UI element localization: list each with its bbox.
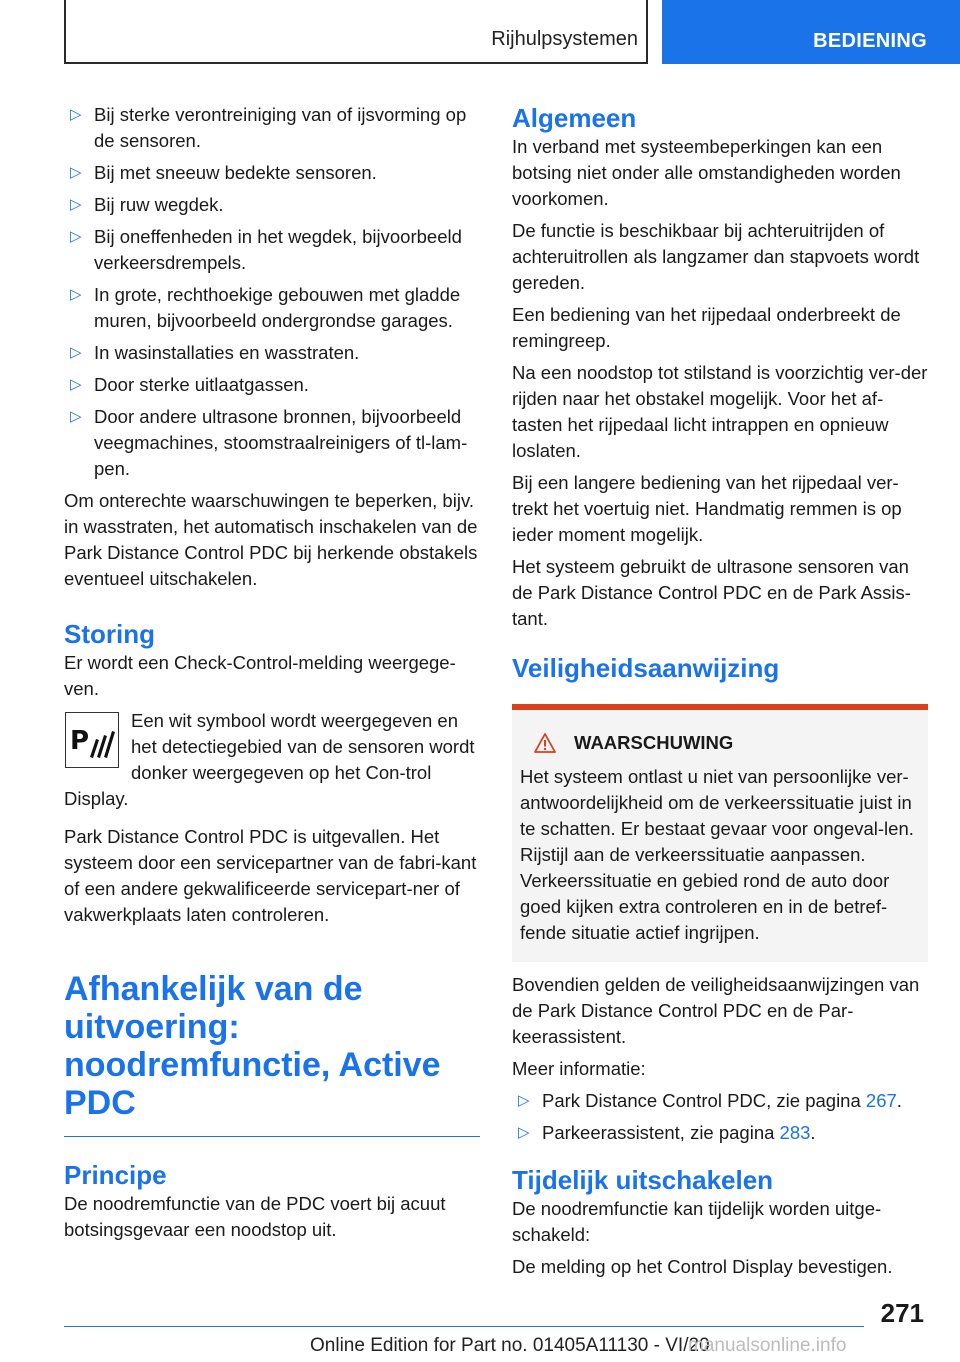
page-link-267[interactable]: 267	[865, 1090, 897, 1111]
header-chapter-tab	[662, 0, 960, 64]
page-number: 271	[880, 1298, 924, 1328]
condition-list	[64, 102, 480, 482]
pdc-warning-symbol-icon	[65, 712, 119, 768]
paragraph: De noodremfunctie kan tijdelijk worden uitge-schakeld:	[512, 1198, 882, 1245]
warning-box	[512, 710, 928, 962]
reference-list	[512, 1088, 928, 1146]
list-item: ▷ Bij oneffenheden in het wegdek, bijvoorbeeld verkeersdrempels.	[70, 226, 462, 273]
list-item: ▷ Door andere ultrasone bronnen, bijvoorbeeld veegmachines, stoomstraalreinigers of tl-lam-pen.	[70, 406, 468, 479]
svg-text:P: P	[70, 726, 90, 756]
triangle-bullet-icon: ▷	[518, 1124, 530, 1141]
storing-heading: Storing	[64, 619, 155, 649]
paragraph: De functie is beschikbaar bij achteruitrijden of achteruitrollen als langzamer dan stapvoets wordt gereden.	[512, 220, 920, 293]
heading-divider	[64, 1136, 480, 1137]
list-item: ▷ Bij met sneeuw bedekte sensoren.	[64, 160, 480, 186]
triangle-bullet-icon: ▷	[70, 408, 82, 425]
footer-edition: Online Edition for Part no. 01405A11130 - VI/20	[310, 1335, 710, 1356]
principe-heading: Principe	[64, 1160, 167, 1190]
list-item: ▷ Park Distance Control PDC, zie pagina 267.	[512, 1088, 928, 1114]
page-link-283[interactable]: 283	[779, 1122, 811, 1143]
tijdelijk-heading: Tijdelijk uitschakelen	[512, 1165, 774, 1195]
paragraph: In verband met systeembeperkingen kan een botsing niet onder alle omstandigheden worden voorkomen.	[512, 136, 901, 209]
paragraph: Na een noodstop tot stilstand is voorzichtig ver-der rijden naar het obstakel mogelijk. Voor het af-tasten het rijpedaal licht intrappen en opnieuw loslaten.	[512, 362, 928, 461]
header-section-title: Rijhulpsystemen	[491, 28, 638, 50]
paragraph: Park Distance Control PDC is uitgevallen. Het systeem door een servicepartner van de fabri-kant of een andere gekwalificeerde servicepart-ner of vakwerkplaats laten controleren.	[64, 826, 477, 925]
paragraph: Bij een langere bediening van het rijpedaal ver-trekt het voertuig niet. Handmatig remmen is op ieder moment mogelijk.	[512, 472, 902, 545]
triangle-bullet-icon: ▷	[70, 106, 82, 123]
left-column	[64, 102, 480, 1249]
warning-title: WAARSCHUWING	[520, 730, 920, 756]
symbol-description: Een wit symbool wordt weergegeven en het detectiegebied van de sensoren wordt donker weergegeven op het Con-trol Display.	[64, 710, 475, 809]
main-heading: Afhankelijk van de uitvoering: noodremfunctie, Active PDC	[64, 970, 441, 1122]
triangle-bullet-icon: ▷	[70, 344, 82, 361]
watermark: manualsonline.info	[688, 1335, 847, 1356]
warning-text: Het systeem ontlast u niet van persoonlijke ver-antwoordelijkheid om de verkeerssituatie juist in te schatten. Er bestaat gevaar voor ongeval-len. Rijstijl aan de verkeerssituatie aanpassen. Verkeerssituatie en gebied rond de auto door goed kijken extra controleren en in de betref-fende situatie actief ingrijpen.	[520, 766, 914, 943]
paragraph: Om onterechte waarschuwingen te beperken, bijv. in wasstraten, het automatisch inschakelen van de Park Distance Control PDC bij herkende obstakels eventueel uitschakelen.	[64, 490, 478, 589]
triangle-bullet-icon: ▷	[70, 376, 82, 393]
footer-divider	[64, 1326, 864, 1327]
list-item: ▷ In wasinstallaties en wasstraten.	[64, 340, 480, 366]
triangle-bullet-icon: ▷	[70, 286, 82, 303]
list-item: ▷ Bij sterke verontreiniging van of ijsvorming op de sensoren.	[70, 104, 467, 151]
paragraph: Er wordt een Check-Control-melding weergege-ven.	[64, 652, 456, 699]
paragraph: Het systeem gebruikt de ultrasone sensoren van de Park Distance Control PDC en de Park Assis-tant.	[512, 556, 911, 629]
pdc-symbol-block	[64, 708, 480, 812]
list-item: ▷ In grote, rechthoekige gebouwen met gladde muren, bijvoorbeeld ondergrondse garages.	[70, 284, 461, 331]
paragraph: De melding op het Control Display bevestigen.	[512, 1256, 893, 1277]
triangle-bullet-icon: ▷	[70, 164, 82, 181]
header-chapter-label: BEDIENING	[813, 29, 927, 52]
triangle-bullet-icon: ▷	[518, 1092, 530, 1109]
paragraph: Bovendien gelden de veiligheidsaanwijzingen van de Park Distance Control PDC en de Par-keerassistent.	[512, 974, 920, 1047]
paragraph: De noodremfunctie van de PDC voert bij acuut botsingsgevaar een noodstop uit.	[64, 1193, 446, 1240]
list-item: ▷ Door sterke uitlaatgassen.	[64, 372, 480, 398]
triangle-bullet-icon: ▷	[70, 196, 82, 213]
list-item: ▷ Parkeerassistent, zie pagina 283.	[512, 1120, 928, 1146]
triangle-bullet-icon: ▷	[70, 228, 82, 245]
warning-triangle-icon	[534, 733, 556, 753]
paragraph: Meer informatie:	[512, 1058, 646, 1079]
paragraph: Een bediening van het rijpedaal onderbreekt de remingreep.	[512, 304, 901, 351]
list-item: ▷ Bij ruw wegdek.	[64, 192, 480, 218]
veiligheid-heading: Veiligheidsaanwijzing	[512, 653, 780, 683]
algemeen-heading: Algemeen	[512, 103, 637, 133]
right-column	[512, 102, 928, 1286]
